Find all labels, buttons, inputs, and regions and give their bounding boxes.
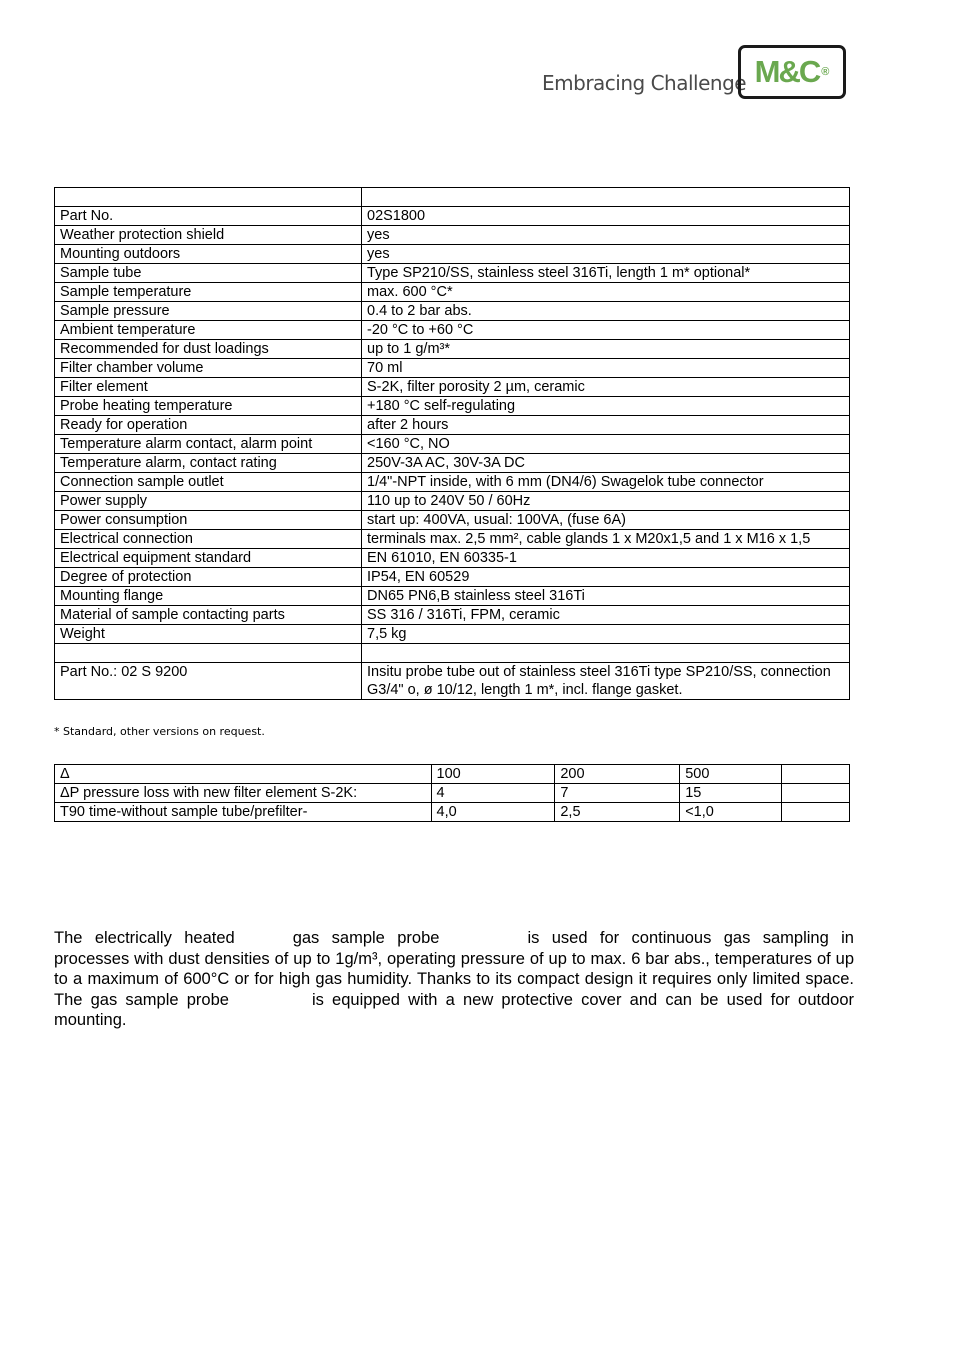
table-row <box>55 530 850 549</box>
company-logo <box>738 45 846 99</box>
spec-label: Sample pressure <box>55 302 362 321</box>
row-label: Δ <box>55 765 432 784</box>
table-row <box>55 606 850 625</box>
spec-label: Ready for operation <box>55 416 362 435</box>
table-row <box>55 492 850 511</box>
spec-value: after 2 hours <box>362 416 850 435</box>
table-row <box>55 378 850 397</box>
spec-label: Probe heating temperature <box>55 397 362 416</box>
spec-label: Degree of protection <box>55 568 362 587</box>
table-row <box>55 226 850 245</box>
spec-value: start up: 400VA, usual: 100VA, (fuse 6A) <box>362 511 850 530</box>
table-row <box>55 283 850 302</box>
cell-value: 15 <box>680 784 782 803</box>
spec-label: Power supply <box>55 492 362 511</box>
spec-value: DN65 PN6,B stainless steel 316Ti <box>362 587 850 606</box>
cell-value: 4,0 <box>431 803 555 822</box>
description-part-2: gas sample probe <box>292 929 440 947</box>
spec-value: SS 316 / 316Ti, FPM, ceramic <box>362 606 850 625</box>
spec-label: Power consumption <box>55 511 362 530</box>
technical-data-body <box>55 188 850 700</box>
spec-label: Recommended for dust loadings <box>55 340 362 359</box>
table-row <box>55 473 850 492</box>
table-row <box>55 803 850 822</box>
spec-value: up to 1 g/m³* <box>362 340 850 359</box>
cell-value: 7 <box>555 784 680 803</box>
spec-value: 1/4"-NPT inside, with 6 mm (DN4/6) Swagelok tube connector <box>362 473 850 492</box>
spec-value: 110 up to 240V 50 / 60Hz <box>362 492 850 511</box>
spec-value: 250V-3A AC, 30V-3A DC <box>362 454 850 473</box>
table-row <box>55 321 850 340</box>
spec-label: Part No. <box>55 207 362 226</box>
cell-value <box>782 765 850 784</box>
spec-label: Weight <box>55 625 362 644</box>
table-row <box>55 454 850 473</box>
technical-data-table <box>54 187 850 700</box>
company-tagline: Embracing Challenge <box>542 71 747 95</box>
footnote: * Standard, other versions on request. <box>54 725 265 738</box>
description-part-3: is used for continuous gas sampling in processes with dust densities of up to 1g/m³, operating pressure of up to max. 6 bar abs., temperatures of up to a maximum of 600°C or for high gas humidity. Thanks to its compact design it requires only limited space. The gas sample probe <box>54 929 854 1009</box>
cell-value: 200 <box>555 765 680 784</box>
spec-value: max. 600 °C* <box>362 283 850 302</box>
table-header-row <box>55 188 850 207</box>
flow-rate-table <box>54 764 850 822</box>
spec-label: Material of sample contacting parts <box>55 606 362 625</box>
spec-label: Filter element <box>55 378 362 397</box>
cell-value: 500 <box>680 765 782 784</box>
spec-label: Part No.: 02 S 9200 <box>55 663 362 700</box>
spec-value: Type SP210/SS, stainless steel 316Ti, length 1 m* optional* <box>362 264 850 283</box>
product-description <box>54 928 854 1031</box>
spec-value: IP54, EN 60529 <box>362 568 850 587</box>
spec-label: Ambient temperature <box>55 321 362 340</box>
spec-value: terminals max. 2,5 mm², cable glands 1 x M20x1,5 and 1 x M16 x 1,5 <box>362 530 850 549</box>
flow-rate-body <box>55 765 850 822</box>
table-row <box>55 340 850 359</box>
table-row <box>55 359 850 378</box>
spec-value: 0.4 to 2 bar abs. <box>362 302 850 321</box>
table-row <box>55 416 850 435</box>
spec-value: S-2K, filter porosity 2 µm, ceramic <box>362 378 850 397</box>
cell-value: 2,5 <box>555 803 680 822</box>
row-label: ΔP pressure loss with new filter element S-2K: <box>55 784 432 803</box>
logo-text: M&C <box>754 54 820 89</box>
cell-value <box>782 803 850 822</box>
page-header <box>540 44 852 104</box>
registered-mark: ® <box>821 66 830 78</box>
table-row <box>55 435 850 454</box>
spec-value: 70 ml <box>362 359 850 378</box>
description-part-4: is equipped with a new protective cover and can be used for outdoor mounting. <box>54 990 854 1029</box>
spec-label: Connection sample outlet <box>55 473 362 492</box>
table-row <box>55 397 850 416</box>
spec-label: Electrical equipment standard <box>55 549 362 568</box>
spec-label: Sample temperature <box>55 283 362 302</box>
spec-value: 02S1800 <box>362 207 850 226</box>
cell-value: <1,0 <box>680 803 782 822</box>
spec-label: Temperature alarm contact, alarm point <box>55 435 362 454</box>
spec-label: Mounting flange <box>55 587 362 606</box>
spacer-row <box>55 644 850 663</box>
spec-label: Sample tube <box>55 264 362 283</box>
table-row <box>55 302 850 321</box>
table-row <box>55 587 850 606</box>
table-row <box>55 625 850 644</box>
spec-label: Filter chamber volume <box>55 359 362 378</box>
cell-value: 100 <box>431 765 555 784</box>
table-row <box>55 511 850 530</box>
spec-label: Mounting outdoors <box>55 245 362 264</box>
table-header-row <box>55 765 850 784</box>
table-row <box>55 784 850 803</box>
spec-value: Insitu probe tube out of stainless steel 316Ti type SP210/SS, connection G3/4" o, ø 10/12, length 1 m*, incl. flange gasket. <box>362 663 850 700</box>
spec-label: Weather protection shield <box>55 226 362 245</box>
table-row <box>55 549 850 568</box>
spec-value: +180 °C self-regulating <box>362 397 850 416</box>
table-row <box>55 568 850 587</box>
row-label: T90 time-without sample tube/prefilter- <box>55 803 432 822</box>
spec-value: yes <box>362 245 850 264</box>
table-row <box>55 245 850 264</box>
spec-value: 7,5 kg <box>362 625 850 644</box>
description-part-1: The electrically heated <box>54 929 235 947</box>
table-row <box>55 264 850 283</box>
spec-value: yes <box>362 226 850 245</box>
accessory-row <box>55 663 850 700</box>
spec-value: EN 61010, EN 60335-1 <box>362 549 850 568</box>
cell-value <box>782 784 850 803</box>
table-row <box>55 207 850 226</box>
cell-value: 4 <box>431 784 555 803</box>
spec-value: -20 °C to +60 °C <box>362 321 850 340</box>
spec-value: <160 °C, NO <box>362 435 850 454</box>
spec-label: Electrical connection <box>55 530 362 549</box>
spec-label: Temperature alarm, contact rating <box>55 454 362 473</box>
